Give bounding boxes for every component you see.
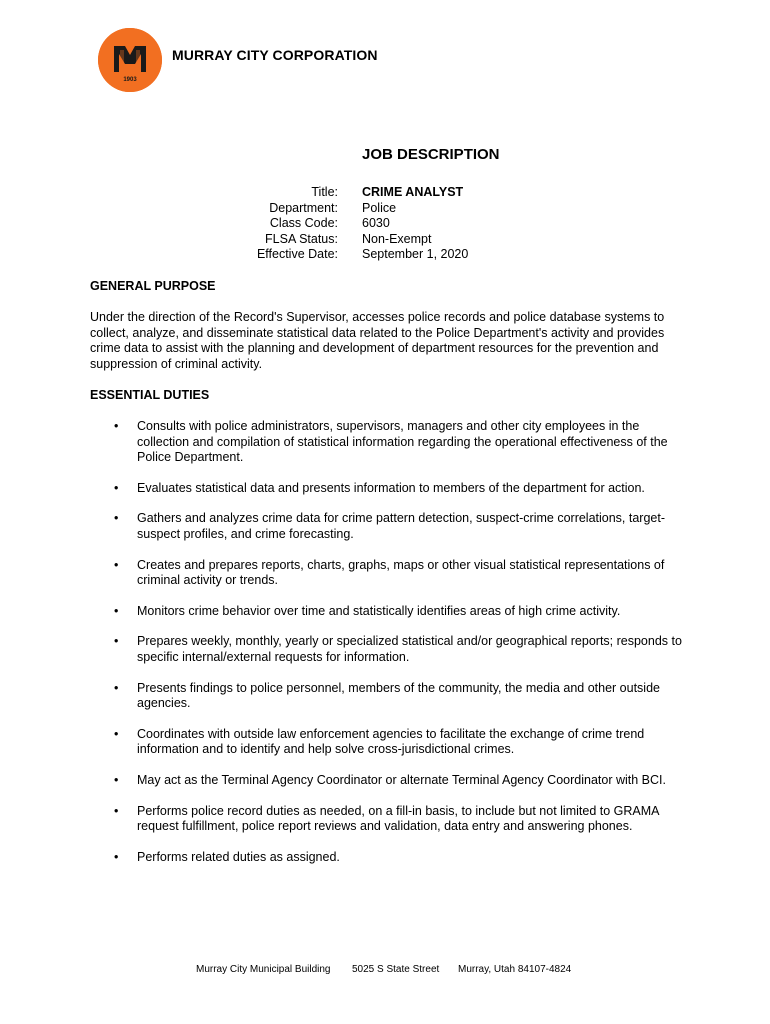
meta-label-effective-date: Effective Date: (256, 247, 338, 261)
list-item (90, 727, 682, 758)
duty-text: Coordinates with outside law enforcement agencies to facilitate the exchange of crime trend information and to identify and help solve cross-jurisdictional crimes. (137, 726, 645, 757)
list-item (90, 511, 682, 542)
general-purpose-text: Under the direction of the Record's Supervisor, accesses police records and police database systems to collect, analyze, and disseminate statistical data related to the Police Department's activity and provides crime data to assist with the planning and development of department resources for the prevention and suppression of criminal activity. (90, 310, 665, 371)
list-item (90, 681, 682, 712)
bullet-icon: • (114, 680, 119, 695)
duty-text: Performs police record duties as needed, on a fill-in basis, to include but not limited to GRAMA request fulfillment, police report reviews and validation, data entry and answering phones. (137, 803, 659, 834)
meta-values (362, 185, 468, 263)
bullet-icon: • (114, 603, 119, 618)
document-title: JOB DESCRIPTION (362, 146, 500, 163)
list-item (90, 804, 682, 835)
duty-text: Evaluates statistical data and presents information to members of the department for action. (137, 480, 645, 495)
list-item (90, 481, 682, 497)
duty-text: Creates and prepares reports, charts, graphs, maps or other visual statistical representations of criminal activity or trends. (137, 557, 665, 588)
logo-year: 1903 (123, 77, 137, 83)
meta-label-title: Title: (311, 185, 338, 199)
list-item (90, 604, 682, 620)
duty-text: Gathers and analyzes crime data for crime pattern detection, suspect-crime correlations, target-suspect profiles, and crime forecasting. (137, 511, 666, 541)
organization-name: MURRAY CITY CORPORATION (172, 47, 378, 63)
list-item (90, 773, 682, 789)
footer-building: Murray City Municipal Building (196, 964, 331, 975)
bullet-icon: • (114, 849, 119, 864)
meta-value-department: Police (362, 200, 397, 215)
bullet-icon: • (114, 419, 119, 433)
meta-value-class-code: 6030 (362, 216, 390, 230)
duty-text: Monitors crime behavior over time and statistically identifies areas of high crime activity. (137, 603, 621, 618)
meta-value-effective-date: September 1, 2020 (362, 247, 469, 261)
meta-label-flsa-status: FLSA Status: (265, 231, 338, 246)
general-purpose-heading: GENERAL PURPOSE (90, 279, 216, 293)
duty-text: Presents findings to police personnel, members of the community, the media and other outside agencies. (137, 680, 660, 711)
murray-m-logo-icon (98, 28, 162, 92)
meta-label-class-code: Class Code: (269, 216, 338, 230)
footer-city: Murray, Utah 84107-4824 (458, 964, 572, 975)
essential-duties-heading: ESSENTIAL DUTIES (90, 388, 210, 402)
essential-duties-list (90, 419, 682, 880)
bullet-icon: • (114, 726, 119, 741)
bullet-icon: • (114, 803, 119, 818)
bullet-icon: • (114, 772, 119, 787)
meta-labels (180, 185, 338, 263)
duty-text: Consults with police administrators, supervisors, managers and other city employees in the collection and compilation of statistical information regarding the operational effectiveness of the Police Department. (137, 419, 668, 465)
duty-text: Performs related duties as assigned. (137, 849, 340, 864)
list-item (90, 419, 682, 466)
meta-label-department: Department: (269, 200, 338, 215)
bullet-icon: • (114, 557, 119, 572)
bullet-icon: • (114, 634, 119, 649)
list-item (90, 634, 682, 665)
footer-street: 5025 S State Street (352, 964, 440, 975)
bullet-icon: • (114, 480, 119, 495)
meta-value-title: CRIME ANALYST (362, 185, 464, 199)
duty-text: Prepares weekly, monthly, yearly or specialized statistical and/or geographical reports; responds to specific internal/external requests for information. (137, 634, 682, 664)
list-item (90, 850, 682, 866)
meta-value-flsa-status: Non-Exempt (362, 231, 432, 246)
bullet-icon: • (114, 511, 119, 526)
duty-text: May act as the Terminal Agency Coordinator or alternate Terminal Agency Coordinator with BCI. (137, 772, 666, 787)
list-item (90, 558, 682, 589)
